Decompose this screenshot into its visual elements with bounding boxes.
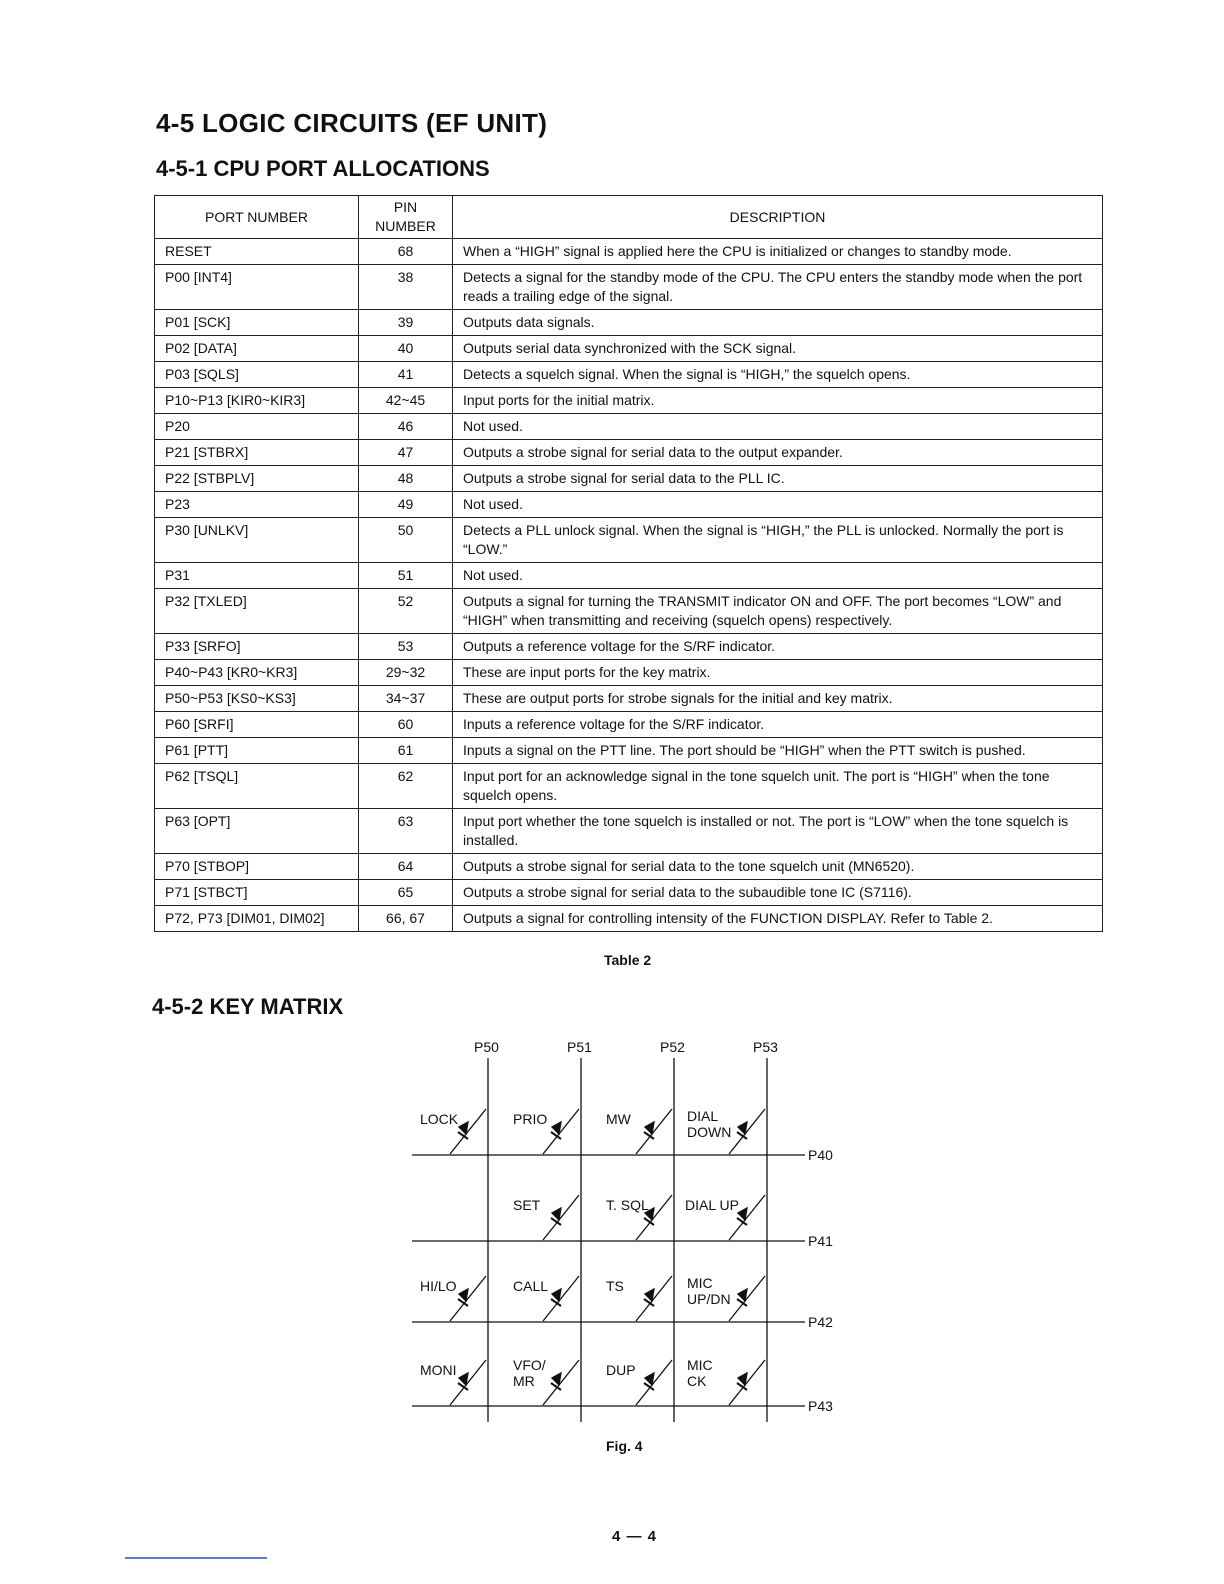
description-cell: Input port for an acknowledge signal in the tone squelch unit. The port is “HIGH” when the tone squelch opens.	[453, 764, 1103, 809]
pin-cell: 34~37	[359, 686, 453, 712]
section-heading-cpu-ports: 4-5-1 CPU PORT ALLOCATIONS	[156, 156, 490, 181]
port-cell: P32 [TXLED]	[155, 589, 359, 634]
description-cell: These are output ports for strobe signals for the initial and key matrix.	[453, 686, 1103, 712]
row-label-p42: P42	[808, 1314, 833, 1330]
pin-cell: 48	[359, 466, 453, 492]
description-cell: Not used.	[453, 563, 1103, 589]
figure-caption: Fig. 4	[606, 1438, 643, 1454]
pin-cell: 60	[359, 712, 453, 738]
key-label: TS	[606, 1278, 624, 1294]
description-cell: Input ports for the initial matrix.	[453, 388, 1103, 414]
key-label: CALL	[513, 1278, 549, 1294]
port-cell: P20	[155, 414, 359, 440]
port-cell: P60 [SRFI]	[155, 712, 359, 738]
description-cell: These are input ports for the key matrix.	[453, 660, 1103, 686]
footer-rule	[125, 1557, 267, 1559]
key-label: HI/LO	[420, 1278, 457, 1294]
pin-cell: 46	[359, 414, 453, 440]
key-label: MIC CK	[687, 1357, 713, 1389]
key-label: VFO/ MR	[513, 1357, 546, 1389]
pin-cell: 47	[359, 440, 453, 466]
column-label-p51: P51	[567, 1039, 592, 1055]
description-cell: Input port whether the tone squelch is installed or not. The port is “LOW” when the tone squelch is installed.	[453, 809, 1103, 854]
pin-cell: 53	[359, 634, 453, 660]
port-cell: P00 [INT4]	[155, 265, 359, 310]
key-label: MONI	[420, 1362, 457, 1378]
description-cell: Outputs a strobe signal for serial data to the tone squelch unit (MN6520).	[453, 854, 1103, 880]
port-cell: P50~P53 [KS0~KS3]	[155, 686, 359, 712]
key-label: DIAL UP	[685, 1197, 739, 1213]
key-switch-diode	[543, 1276, 579, 1321]
section-heading-key-matrix: 4-5-2 KEY MATRIX	[152, 994, 344, 1019]
key-label: MW	[606, 1111, 631, 1127]
port-cell: P30 [UNLKV]	[155, 518, 359, 563]
port-cell: P62 [TSQL]	[155, 764, 359, 809]
key-switch-diode	[543, 1195, 579, 1240]
port-cell: P40~P43 [KR0~KR3]	[155, 660, 359, 686]
description-cell: Inputs a signal on the PTT line. The port should be “HIGH” when the PTT switch is pushed.	[453, 738, 1103, 764]
description-cell: Outputs data signals.	[453, 310, 1103, 336]
description-cell: Outputs a strobe signal for serial data to the output expander.	[453, 440, 1103, 466]
description-cell: Outputs a signal for controlling intensity of the FUNCTION DISPLAY. Refer to Table 2.	[453, 906, 1103, 932]
port-cell: P31	[155, 563, 359, 589]
key-switch-diode	[729, 1109, 765, 1154]
description-cell: Not used.	[453, 492, 1103, 518]
description-cell: Detects a signal for the standby mode of the CPU. The CPU enters the standby mode when the port reads a trailing edge of the signal.	[453, 265, 1103, 310]
key-label: DUP	[606, 1362, 636, 1378]
key-switch-diode	[543, 1109, 579, 1154]
key-label: PRIO	[513, 1111, 548, 1127]
key-label: MIC UP/DN	[687, 1275, 731, 1307]
pin-cell: 29~32	[359, 660, 453, 686]
key-label: T. SQL	[606, 1197, 649, 1213]
pin-cell: 64	[359, 854, 453, 880]
pin-cell: 50	[359, 518, 453, 563]
pin-cell: 40	[359, 336, 453, 362]
port-cell: P33 [SRFO]	[155, 634, 359, 660]
port-cell: P72, P73 [DIM01, DIM02]	[155, 906, 359, 932]
port-cell: P10~P13 [KIR0~KIR3]	[155, 388, 359, 414]
column-label-p52: P52	[660, 1039, 685, 1055]
key-switch-diode	[636, 1109, 672, 1154]
row-label-p43: P43	[808, 1398, 833, 1414]
port-cell: P70 [STBOP]	[155, 854, 359, 880]
key-switch-diode	[543, 1360, 579, 1405]
pin-cell: 62	[359, 764, 453, 809]
port-cell: RESET	[155, 239, 359, 265]
column-label-p50: P50	[474, 1039, 499, 1055]
pin-cell: 66, 67	[359, 906, 453, 932]
key-switch-diode	[636, 1360, 672, 1405]
header-description: DESCRIPTION	[453, 196, 1103, 239]
pin-cell: 61	[359, 738, 453, 764]
header-pin-line1: PIN	[393, 199, 418, 215]
page-title: 4-5 LOGIC CIRCUITS (EF UNIT)	[156, 108, 548, 138]
description-cell: Outputs a reference voltage for the S/RF indicator.	[453, 634, 1103, 660]
key-label: SET	[513, 1197, 541, 1213]
description-cell: Not used.	[453, 414, 1103, 440]
pin-cell: 68	[359, 239, 453, 265]
port-cell: P01 [SCK]	[155, 310, 359, 336]
pin-cell: 63	[359, 809, 453, 854]
port-cell: P21 [STBRX]	[155, 440, 359, 466]
description-cell: Outputs a signal for turning the TRANSMIT indicator ON and OFF. The port becomes “LOW” and “HIGH” when transmitting and receiving (squelch opens) respectively.	[453, 589, 1103, 634]
key-switch-diode	[729, 1360, 765, 1405]
pin-cell: 39	[359, 310, 453, 336]
pin-cell: 38	[359, 265, 453, 310]
header-pin-line2: NUMBER	[375, 218, 436, 234]
port-cell: P22 [STBPLV]	[155, 466, 359, 492]
key-label: LOCK	[420, 1111, 459, 1127]
row-label-p40: P40	[808, 1147, 833, 1163]
description-cell: When a “HIGH” signal is applied here the CPU is initialized or changes to standby mode.	[453, 239, 1103, 265]
pin-cell: 42~45	[359, 388, 453, 414]
pin-cell: 51	[359, 563, 453, 589]
port-cell: P03 [SQLS]	[155, 362, 359, 388]
key-labels	[420, 1108, 739, 1389]
pin-cell: 52	[359, 589, 453, 634]
key-switch-diode	[729, 1276, 765, 1321]
key-label: DIAL DOWN	[687, 1108, 732, 1140]
port-cell: P61 [PTT]	[155, 738, 359, 764]
pin-cell: 49	[359, 492, 453, 518]
page-number: 4 — 4	[612, 1528, 658, 1545]
port-cell: P02 [DATA]	[155, 336, 359, 362]
description-cell: Detects a squelch signal. When the signal is “HIGH,” the squelch opens.	[453, 362, 1103, 388]
port-cell: P63 [OPT]	[155, 809, 359, 854]
header-port-number: PORT NUMBER	[155, 196, 359, 239]
description-cell: Detects a PLL unlock signal. When the signal is “HIGH,” the PLL is unlocked. Normally the port is “LOW.”	[453, 518, 1103, 563]
description-cell: Outputs a strobe signal for serial data to the PLL IC.	[453, 466, 1103, 492]
key-switch-diode	[636, 1276, 672, 1321]
pin-cell: 65	[359, 880, 453, 906]
description-cell: Outputs serial data synchronized with the SCK signal.	[453, 336, 1103, 362]
column-label-p53: P53	[753, 1039, 778, 1055]
description-cell: Inputs a reference voltage for the S/RF indicator.	[453, 712, 1103, 738]
description-cell: Outputs a strobe signal for serial data to the subaudible tone IC (S7116).	[453, 880, 1103, 906]
port-cell: P71 [STBCT]	[155, 880, 359, 906]
pin-cell: 41	[359, 362, 453, 388]
row-label-p41: P41	[808, 1233, 833, 1249]
table-caption: Table 2	[604, 952, 652, 968]
port-cell: P23	[155, 492, 359, 518]
key-switches	[450, 1109, 765, 1405]
